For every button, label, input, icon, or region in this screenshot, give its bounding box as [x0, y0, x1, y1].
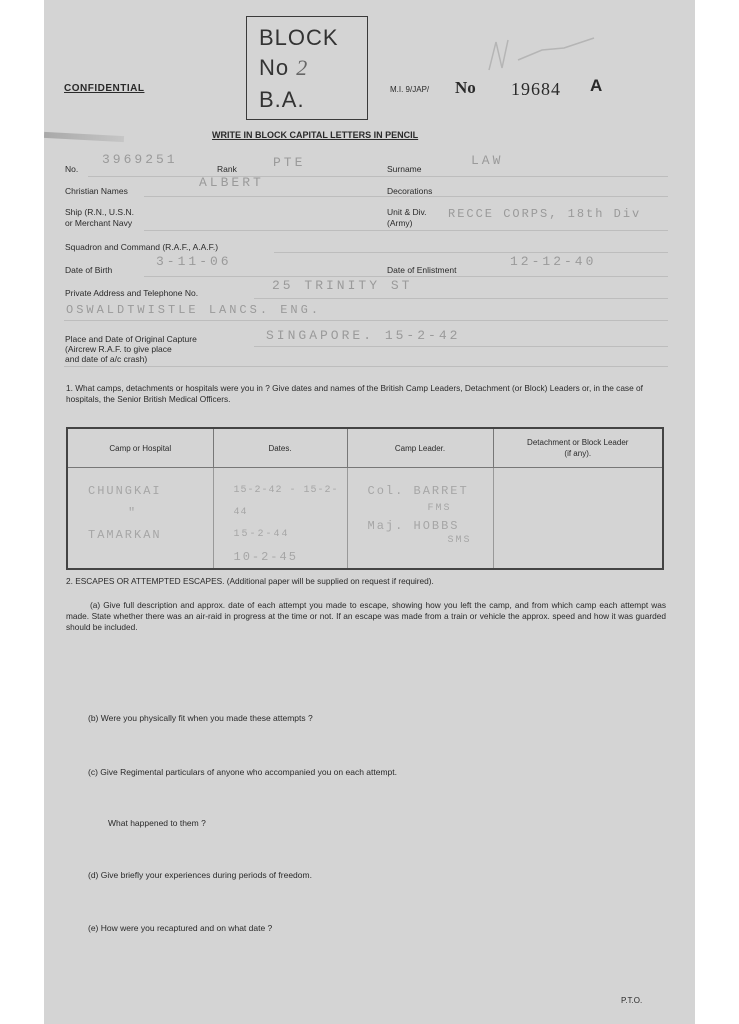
rule — [64, 366, 668, 367]
rule — [274, 252, 668, 253]
question-1-text: 1. What camps, detachments or hospitals were you in ? Give dates and names of the British Camp Leaders, Detachment (or Block) Leaders or, in the case of hospitals, the Senior British Medical Officers. — [66, 383, 643, 404]
form-suffix: A — [590, 76, 603, 95]
cell-detachment-leaders — [493, 468, 663, 570]
unit-value: RECCE CORPS, 18th Div — [448, 207, 642, 221]
header-dates: Dates. — [213, 428, 347, 468]
form-number: 19684 — [511, 79, 561, 99]
camp-table — [66, 427, 664, 570]
dob-value: 3-11-06 — [156, 254, 232, 269]
pto-label: P.T.O. — [621, 996, 643, 1005]
question-2c-followup: What happened to them ? — [108, 818, 206, 828]
rank-label: Rank — [217, 164, 237, 174]
question-2-heading: 2. ESCAPES OR ATTEMPTED ESCAPES. (Additional paper will be supplied on request if required). — [66, 576, 434, 586]
unit-label-2: (Army) — [387, 218, 413, 228]
leader-entry: SMS — [447, 535, 472, 546]
christian-names-value: ALBERT — [199, 175, 264, 190]
rule — [144, 276, 668, 277]
question-2e: (e) How were you recaptured and on what date ? — [88, 923, 273, 933]
camp-entry: " — [128, 506, 138, 520]
cell-dates — [213, 468, 347, 570]
date-entry: 15-2-42 - 15-2-44 — [233, 485, 339, 518]
rule — [254, 298, 668, 299]
date-entry: 10-2-45 — [233, 550, 298, 564]
address-label: Private Address and Telephone No. — [65, 288, 199, 298]
leader-entry: FMS — [427, 503, 452, 514]
instruction-heading: WRITE IN BLOCK CAPITAL LETTERS IN PENCIL — [212, 130, 419, 140]
ship-label-2: or Merchant Navy — [65, 218, 133, 228]
header-camp: Camp or Hospital — [67, 428, 213, 468]
form-page — [44, 0, 695, 1024]
camp-table-header-row — [67, 428, 663, 468]
question-2d: (d) Give briefly your experiences during periods of freedom. — [88, 870, 312, 880]
rule — [64, 320, 668, 321]
christian-names-label: Christian Names — [65, 186, 128, 196]
surname-label: Surname — [387, 164, 422, 174]
rule — [254, 346, 668, 347]
address-line-2: OSWALDTWISTLE LANCS. ENG. — [66, 303, 322, 317]
leader-entry: Col. BARRET — [367, 484, 469, 498]
question-2b: (b) Were you physically fit when you made these attempts ? — [88, 713, 313, 723]
block-stamp-line3: B.A. — [259, 87, 305, 112]
question-2c: (c) Give Regimental particulars of anyone who accompanied you on each attempt. — [88, 767, 397, 777]
address-line-1: 25 TRINITY ST — [272, 278, 413, 293]
block-stamp-box — [246, 16, 368, 120]
block-number-handwritten: 2 — [296, 55, 309, 80]
cell-camps — [67, 468, 213, 570]
mi-reference: M.I. 9/JAP/ — [390, 85, 430, 94]
question-2a: (a) Give full description and approx. date of each attempt you made to escape, showing how you left the camp, and from which camp each attempt was made. State whether there was an air-raid in progress at the time or not. If an escape was made from a train or vehicle the approx. speed and how it was guarded should be included. — [66, 600, 666, 632]
enlistment-label: Date of Enlistment — [387, 265, 457, 275]
confidential-label: CONFIDENTIAL — [64, 83, 145, 94]
leader-entry: Maj. HOBBS — [367, 519, 460, 533]
no-label: No. — [65, 164, 79, 174]
form-number-label: No — [455, 78, 476, 97]
enlistment-value: 12-12-40 — [510, 254, 597, 269]
decorations-label: Decorations — [387, 186, 433, 196]
squadron-label: Squadron and Command (R.A.F., A.A.F.) — [65, 242, 219, 252]
surname-value: LAW — [471, 153, 504, 168]
capture-label-1: Place and Date of Original Capture — [65, 334, 197, 344]
block-stamp-line2: No 2 — [259, 55, 309, 80]
header-camp-leader: Camp Leader. — [347, 428, 493, 468]
camp-entry: TAMARKAN — [88, 528, 162, 542]
camp-table-body — [67, 468, 663, 570]
rule — [144, 196, 668, 197]
cell-camp-leaders — [347, 468, 493, 570]
capture-value: SINGAPORE. 15-2-42 — [266, 328, 461, 343]
pencil-streak — [44, 132, 124, 142]
service-number-value: 3969251 — [102, 152, 178, 167]
dob-label: Date of Birth — [65, 265, 113, 275]
rule — [88, 176, 668, 177]
unit-label-1: Unit & Div. — [387, 207, 427, 217]
ship-label-1: Ship (R.N., U.S.N. — [65, 207, 134, 217]
capture-label-3: and date of a/c crash) — [65, 354, 148, 364]
handwritten-initials-mark — [484, 20, 614, 80]
block-stamp-line1: BLOCK — [259, 25, 339, 50]
rank-value: PTE — [273, 155, 306, 170]
rule — [144, 230, 668, 231]
header-detachment-leader: Detachment or Block Leader (if any). — [493, 428, 663, 468]
date-entry: 15-2-44 — [233, 529, 290, 540]
capture-label-2: (Aircrew R.A.F. to give place — [65, 344, 172, 354]
camp-entry: CHUNGKAI — [88, 484, 162, 498]
